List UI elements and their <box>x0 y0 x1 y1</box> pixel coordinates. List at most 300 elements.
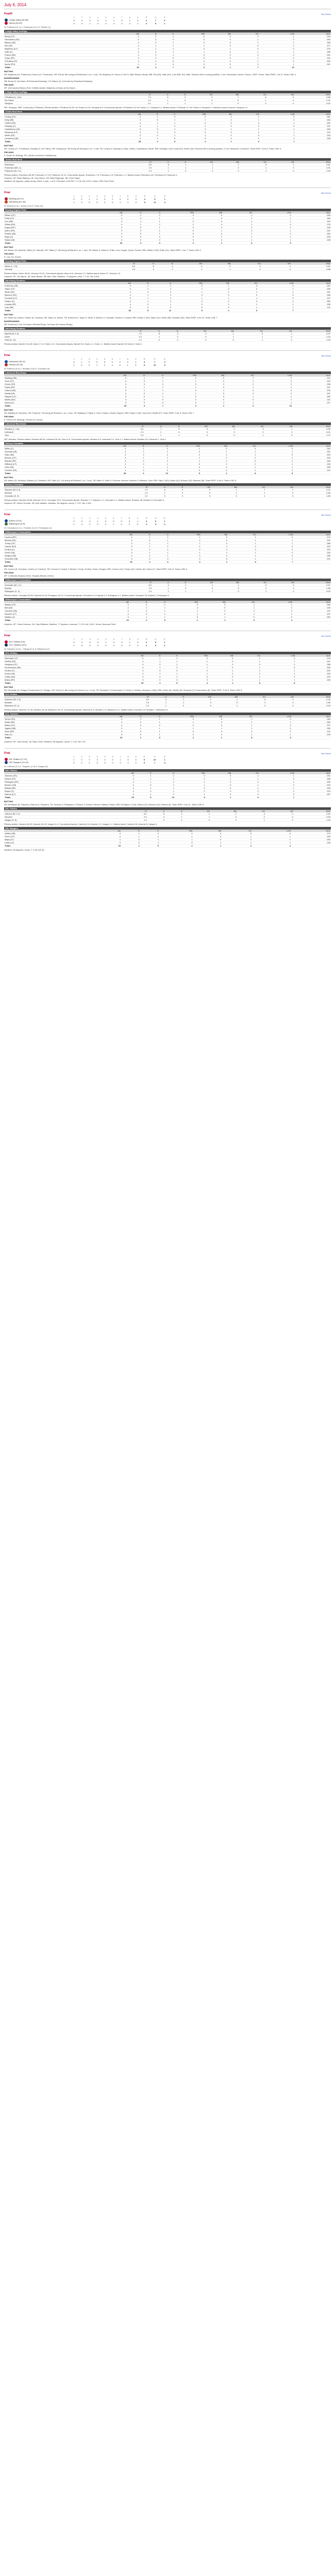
player-name[interactable]: Blanco (2B) <box>4 41 113 44</box>
stat-cell: 2 <box>223 730 253 733</box>
stat-cell: 0 <box>140 54 157 57</box>
rhe-value: 0 <box>164 522 165 526</box>
player-name[interactable]: Alastre (CF) <box>4 603 102 606</box>
player-name[interactable]: Totals <box>4 619 102 622</box>
player-name[interactable]: Mejia (LF) <box>4 838 92 841</box>
team-name[interactable]: Toledo <box>9 22 15 25</box>
player-name[interactable]: Kobernus (2B) <box>4 284 105 287</box>
game-status: Final <box>4 354 10 357</box>
inning-score: 0 <box>135 761 137 764</box>
player-name[interactable]: Diaz (C) <box>4 733 94 736</box>
player-name[interactable]: O'Sullivan (L, 5-6) <box>4 96 125 99</box>
player-name[interactable]: Solano (C) <box>4 300 105 303</box>
player-name[interactable]: Torres (SS) <box>4 718 94 721</box>
player-name[interactable]: Cabrera (W, 3-1) <box>4 812 120 816</box>
team-name[interactable]: GCL Phillies <box>9 640 20 643</box>
rhe-header: R <box>145 16 147 19</box>
player-name[interactable]: De Fratus <box>4 99 125 102</box>
box-score-link[interactable]: Box Score <box>321 752 331 755</box>
linescore-team-row <box>4 363 169 366</box>
rhe-value: 9 <box>155 522 157 526</box>
box-score-link[interactable]: Box Score <box>321 192 331 194</box>
stat-cell: 0 <box>208 434 236 437</box>
player-name[interactable]: Lennerton (2B) <box>4 137 115 140</box>
stat-cell: 7.0 <box>125 96 152 99</box>
player-name[interactable]: Quinn (SS) <box>4 229 94 232</box>
notes-label: BASERUNNING <box>4 77 20 79</box>
column-header: R <box>167 696 185 698</box>
stat-cell: 0 <box>261 268 291 271</box>
player-name[interactable]: Totals <box>4 736 94 739</box>
stat-cell: 2 <box>161 736 194 739</box>
column-header: SO <box>228 445 257 447</box>
stat-cell: 0 <box>142 338 160 342</box>
stat-cell: 1 <box>152 99 169 102</box>
stat-cell: .211 <box>292 730 331 733</box>
column-header: LOB <box>261 654 296 657</box>
rhe-value: 1 <box>164 519 165 522</box>
team-cell[interactable] <box>4 363 70 366</box>
box-score-table <box>4 330 331 342</box>
stat-cell: 1 <box>197 389 225 392</box>
player-name[interactable]: Taylor (CF) <box>4 287 105 291</box>
player-name[interactable]: Green (SS) <box>4 383 99 386</box>
table-row <box>4 472 331 475</box>
player-name[interactable]: Walters (C) <box>4 616 102 619</box>
team-cell[interactable] <box>4 522 70 526</box>
inning-header: 4 <box>97 517 98 519</box>
player-name[interactable]: Tocci (CF) <box>4 380 99 383</box>
stat-cell: 1 <box>231 787 259 790</box>
player-name[interactable]: Gillies (DH) <box>4 223 94 226</box>
stat-cell: 0 <box>231 63 259 66</box>
stat-cell: 4 <box>108 790 135 793</box>
stat-cell <box>293 472 331 475</box>
column-header: AVG <box>295 654 331 657</box>
player-name[interactable]: Stassi (1B) <box>4 239 94 242</box>
box-score-link[interactable]: Box Score <box>321 514 331 516</box>
stat-cell: 2 <box>151 536 169 539</box>
player-name[interactable]: Brody (CF) <box>4 35 113 38</box>
stat-cell: 4 <box>92 838 121 841</box>
player-name[interactable]: Morales (L, 3-8) <box>4 428 116 431</box>
player-name[interactable]: Herlihy (SS) <box>4 660 119 663</box>
team-cell[interactable] <box>4 200 70 204</box>
player-name[interactable]: Rupp (C) <box>4 235 94 239</box>
player-name[interactable]: Lino (3B) <box>4 220 94 223</box>
stat-cell: 9 <box>225 404 254 408</box>
player-name[interactable]: Mecias (SS) <box>4 539 106 542</box>
stat-cell: 4 <box>99 463 127 466</box>
box-score-link[interactable]: Box Score <box>321 635 331 637</box>
player-name[interactable]: Viza <box>4 434 116 437</box>
stat-cell: 0 <box>161 214 194 217</box>
player-name[interactable]: Jagielo (3B) <box>4 727 94 730</box>
player-name[interactable]: Cole (3B) <box>4 306 105 309</box>
section-title: Reading Fightin Phils <box>4 209 331 211</box>
stat-cell: 0 <box>211 495 238 498</box>
team-name[interactable]: Lehigh Valley <box>9 19 21 22</box>
inning-score: 0 <box>89 519 91 522</box>
column-header: IP <box>114 330 142 332</box>
column-header: H <box>151 533 169 536</box>
stat-cell: 2 <box>159 125 176 128</box>
column-header: SO <box>225 374 254 377</box>
player-name[interactable]: Gallo (3B) <box>4 453 99 456</box>
rhe-header: H <box>155 517 157 519</box>
inning-score: 0 <box>73 640 75 643</box>
player-name[interactable]: Hinojosa <box>4 102 125 105</box>
stat-cell: 0 <box>144 669 161 672</box>
player-name[interactable]: Deppen (LF) <box>4 395 99 398</box>
column-header: ER <box>183 810 210 812</box>
team-cell[interactable] <box>4 761 70 764</box>
stat-cell: 0 <box>197 383 225 386</box>
player-name[interactable]: Dugan (RF) <box>4 226 94 229</box>
player-name[interactable]: Robertson <box>4 163 125 166</box>
team-name[interactable]: Auburn <box>9 519 15 522</box>
team-name[interactable]: Lakewood <box>9 360 19 363</box>
player-name[interactable]: Guzman (1B) <box>4 450 99 453</box>
stat-cell: 0 <box>129 613 148 616</box>
inning-header: 5 <box>104 195 106 197</box>
player-name[interactable]: Brinson (CF) <box>4 456 99 460</box>
table-row <box>4 66 331 69</box>
box-score-table <box>4 93 331 105</box>
player-name[interactable]: Gonzalez (S, 9) <box>4 495 121 498</box>
team-cell[interactable] <box>4 643 70 647</box>
stat-cell: 1 <box>152 102 169 105</box>
player-name[interactable]: Solis (S, 12) <box>4 338 114 342</box>
rhe-value: 6 <box>155 519 157 522</box>
stat-cell: 4 <box>115 115 141 118</box>
stat-cell: 1 <box>194 736 223 739</box>
pitching-decisions: W: Cabrera (3-1) L: Peguero (1-3) S: Vargas (5) <box>4 765 48 768</box>
stat-cell: 4 <box>94 214 123 217</box>
stat-cell: 0 <box>253 718 292 721</box>
player-name[interactable]: Pomeranz (BS, 1) <box>4 166 125 170</box>
column-header: RBI <box>172 282 203 284</box>
player-name[interactable]: Hessman (LF) <box>4 131 115 134</box>
stat-cell: .279 <box>295 47 331 50</box>
player-name[interactable]: Hernandez (SS) <box>4 38 113 41</box>
stat-cell: 1 <box>157 50 174 54</box>
player-name[interactable]: Ramos (LF) <box>4 793 108 796</box>
player-name[interactable]: Franco (3B) <box>4 54 113 57</box>
stat-cell: 1 <box>145 395 164 398</box>
player-name[interactable]: Cordero (SS) <box>4 469 99 472</box>
stat-cell: 5 <box>142 736 161 739</box>
player-name[interactable]: Collins (DH) <box>4 122 115 125</box>
player-name[interactable]: Moreno (1B) <box>4 784 108 787</box>
stat-cell: 0 <box>213 99 239 102</box>
stat-cell: 30 <box>119 682 144 685</box>
notes-text: SB: Brody (9, 2nd base off Pomeranz/Holaday). CS: Blanco (3, 2nd base by Robertson/Holaday). <box>4 80 93 82</box>
stat-cell: 0 <box>259 60 295 63</box>
stat-cell: 0 <box>131 291 149 294</box>
player-name[interactable]: Altherr (CF) <box>4 214 94 217</box>
player-name[interactable]: Wade (2B) <box>4 721 94 724</box>
player-name[interactable]: Perez (CF) <box>4 835 92 838</box>
stat-cell: 1 <box>144 434 162 437</box>
stat-cell: 8 <box>142 332 160 335</box>
stat-cell: 1 <box>205 47 231 50</box>
player-name[interactable]: Rodriguez (RF) <box>4 781 108 784</box>
column-header: H <box>136 262 155 265</box>
box-score-table <box>4 374 331 408</box>
player-name[interactable]: Ruf (1B) <box>4 44 113 47</box>
inning-score: 0 <box>128 519 130 522</box>
stat-cell: 0 <box>201 554 228 557</box>
column-header: AB <box>102 601 129 603</box>
stat-cell: 0 <box>127 383 145 386</box>
stat-cell: 2 <box>223 226 253 229</box>
player-name[interactable]: O'Sullivan (P) <box>4 60 113 63</box>
player-name[interactable]: Gonzalez (W, 2-1) <box>4 584 125 587</box>
inning-header: 6 <box>112 755 113 758</box>
player-name[interactable]: Coffey (2B) <box>4 675 119 679</box>
box-score-link[interactable]: Box Score <box>321 354 331 357</box>
column-header: AB <box>113 32 140 35</box>
stat-cell: 0 <box>213 587 239 590</box>
stat-cell: 1.0 <box>116 434 144 437</box>
stat-cell: .258 <box>293 554 331 557</box>
box-score-link[interactable]: Box Score <box>321 13 331 15</box>
player-name[interactable]: Pointer (2B) <box>4 232 94 235</box>
player-name[interactable]: Kingery (2B) <box>4 554 106 557</box>
stat-cell: 4 <box>99 450 127 453</box>
player-name[interactable]: Espinal <box>4 587 125 590</box>
stat-cell: 0 <box>194 239 223 242</box>
player-name[interactable]: Totals <box>4 472 99 475</box>
player-name[interactable]: Hinojosa (CF) <box>4 663 119 666</box>
team-cell[interactable] <box>4 22 70 25</box>
column-header: AB <box>106 533 133 536</box>
player-name[interactable]: Worth (SS) <box>4 134 115 137</box>
stat-cell: 0 <box>197 380 225 383</box>
inning-score: X <box>135 363 137 366</box>
column-header: RBI <box>169 533 201 536</box>
player-name[interactable]: Canelo (2B) <box>4 389 99 392</box>
player-name[interactable]: Hewitt (1B) <box>4 392 99 395</box>
stat-cell: 0 <box>178 675 208 679</box>
stat-cell: 2 <box>228 463 257 466</box>
stat-cell: 7 <box>258 309 294 312</box>
player-name[interactable]: Grullon (C) <box>4 548 106 551</box>
player-name[interactable]: Davis <box>4 335 114 338</box>
pitching-decisions: W: Sanchez (1-0) L: Ortega (0-1) S: Blackmon (2) <box>4 648 49 650</box>
stat-cell: 1.50 <box>294 701 331 704</box>
stat-cell: 1 <box>201 545 228 548</box>
inning-score: 0 <box>81 363 82 366</box>
inning-score: 0 <box>73 360 75 363</box>
stat-cell: 6 <box>231 796 259 799</box>
player-name[interactable]: Asher (L, 2-5) <box>4 265 106 268</box>
stat-cell: 2 <box>258 300 294 303</box>
stat-cell: 0 <box>230 300 258 303</box>
stat-cell: 8 <box>228 472 257 475</box>
player-name[interactable]: Totals <box>4 844 92 848</box>
player-name[interactable]: Kelly (3B) <box>4 118 115 122</box>
player-name[interactable]: Reyes (C) <box>4 790 108 793</box>
player-name[interactable]: Totals <box>4 561 106 564</box>
player-name[interactable]: Ramirez (W, 6-4) <box>4 488 121 492</box>
player-name[interactable]: Williams (LF) <box>4 463 99 466</box>
player-name[interactable]: Tromp (CF) <box>4 542 106 545</box>
linescore-table <box>4 358 169 366</box>
notes-text: 2B: Mayberry (14, Putkonen); Franco (12, Pomeranz). HR: Ruf (8, 6th inning off Robertson 0 on, 2 out). TB: Mayberry 3; Franco 2; Ruf 4; Valle; Blanco; Brody. RBI: Ruf (28); Valle (19). 2-out RBI: Ruf; Valle. Runners left in scoring position, 2 out: Hernandez; Asche; Franco. GIDP: Cesar. Team RISP: 1-for-8. Team LOB: 6. <box>4 73 296 76</box>
player-name[interactable]: Pullin (LF) <box>4 217 94 220</box>
player-name[interactable]: Totals <box>4 140 115 143</box>
player-name[interactable]: Holaday (C) <box>4 125 115 128</box>
stat-cell: 2 <box>252 838 291 841</box>
stat-cell: 1.0 <box>125 590 152 593</box>
stat-cell: 0 <box>232 122 260 125</box>
stat-cell: 0 <box>267 584 294 587</box>
column-header: HR <box>265 486 294 488</box>
player-name[interactable]: Goodwin (LF) <box>4 297 105 300</box>
stat-cell: 1 <box>203 284 230 287</box>
player-name[interactable]: Sanchez (W, 1-0) <box>4 698 122 701</box>
stat-cell: 1 <box>147 603 166 606</box>
player-name[interactable]: Castellanos (1B) <box>4 128 115 131</box>
team-name[interactable]: Harrisburg <box>9 200 19 204</box>
team-name[interactable]: Williamsport <box>9 522 20 526</box>
player-name[interactable]: Grullon (C) <box>4 669 119 672</box>
stat-cell: 0 <box>133 554 151 557</box>
player-name[interactable]: Green (1B) <box>4 551 106 554</box>
stat-cell <box>292 404 331 408</box>
stat-cell <box>293 619 331 622</box>
player-name[interactable]: Blackmon (S, 2) <box>4 704 122 707</box>
stat-cell: 1 <box>152 587 170 590</box>
player-name[interactable]: Asche (PH) <box>4 63 113 66</box>
player-name[interactable]: Cozens (RF) <box>4 536 106 539</box>
player-name[interactable]: Almonte <box>4 816 120 819</box>
player-name[interactable]: Ascanio (LF) <box>4 613 102 616</box>
team-logo-icon <box>5 363 8 366</box>
player-name[interactable]: Randolph (LF) <box>4 657 119 660</box>
column-header: AVG <box>291 829 331 832</box>
team-name[interactable]: DSL Phillies <box>9 758 20 761</box>
player-name[interactable]: Mateo (CF) <box>4 724 94 727</box>
player-name[interactable]: Jimenez (SS) <box>4 774 108 777</box>
player-name[interactable]: Totals <box>4 242 94 245</box>
player-name[interactable]: Bell (2B) <box>4 606 102 609</box>
player-name[interactable]: Alfaro (C) <box>4 447 99 450</box>
player-name[interactable]: Totals <box>4 404 99 408</box>
player-name[interactable]: Valdez (2B) <box>4 832 92 835</box>
player-name[interactable]: Martin (DH) <box>4 398 99 401</box>
stat-cell: 0 <box>133 539 151 542</box>
stat-cell: 1 <box>166 613 198 616</box>
player-name[interactable]: Crosby (CF) <box>4 115 115 118</box>
stat-cell: 1 <box>149 297 172 300</box>
stat-cell: 33 <box>94 242 123 245</box>
player-name[interactable]: Morales <box>4 701 122 704</box>
rhe-value: 2 <box>145 19 147 22</box>
player-name[interactable]: Marrero (SS) <box>4 294 105 297</box>
player-name[interactable]: Aune (RF) <box>4 730 94 733</box>
stat-cell: 1 <box>255 603 293 606</box>
rhe-value: 4 <box>146 522 147 526</box>
inning-score: 0 <box>81 519 83 522</box>
player-name[interactable]: Totals <box>4 309 105 312</box>
player-name[interactable]: Skole (1B) <box>4 291 105 294</box>
player-name[interactable]: Lozada (RF) <box>4 303 105 306</box>
player-name[interactable]: Mayberry (LF) <box>4 47 113 50</box>
player-name[interactable]: Leibrandt <box>4 431 116 434</box>
player-name[interactable]: Matos (RF) <box>4 679 119 682</box>
player-name[interactable]: Green (1B) <box>4 672 119 675</box>
player-name[interactable]: Mendez <box>4 492 121 495</box>
rhe-header: R <box>145 638 147 640</box>
player-name[interactable]: Totals <box>4 682 119 685</box>
team-name[interactable]: Reading <box>9 197 16 200</box>
stat-cell: 1 <box>152 170 170 173</box>
notes-text: Umpires: HP: Ryan Blakney. 1B: John Bacon. 2B: Mark Ripperger. 3B: Chris Segal. <box>4 177 80 179</box>
stat-cell: 1 <box>159 122 176 125</box>
player-name[interactable]: Johnson <box>4 268 106 271</box>
notes-label: BASERUNNING <box>4 320 20 323</box>
stat-cell: 0 <box>129 603 148 606</box>
player-name[interactable]: Encarnacion (3B) <box>4 666 119 669</box>
player-name[interactable]: Canelo (DH) <box>4 545 106 548</box>
stat-cell: 1 <box>159 134 176 137</box>
player-name[interactable]: Castro (C) <box>4 841 92 844</box>
player-name[interactable]: Batista (3B) <box>4 787 108 790</box>
stat-cell: 4 <box>113 50 140 54</box>
stat-cell: 0 <box>198 613 226 616</box>
player-name[interactable]: Rodriguez (S, 4) <box>4 590 125 593</box>
player-name[interactable]: Totals <box>4 66 113 69</box>
stat-cell: 0 <box>160 335 178 338</box>
inning-header: 4 <box>96 358 98 360</box>
inning-score: 1 <box>73 522 75 526</box>
notes-label: BATTING <box>4 246 13 248</box>
stat-cell: 0 <box>164 377 197 380</box>
player-name[interactable]: Garcia (C) <box>4 401 99 404</box>
player-name[interactable]: Cardona (1B) <box>4 609 102 613</box>
player-name[interactable]: Santos (CF) <box>4 777 108 781</box>
player-name[interactable]: Valle (C) <box>4 50 113 54</box>
team-name[interactable]: DSL Rangers <box>9 761 21 764</box>
player-name[interactable]: Vargas (S, 5) <box>4 819 120 822</box>
inning-header: 5 <box>104 755 106 758</box>
team-name[interactable]: Hickory <box>9 363 16 366</box>
player-name[interactable]: Barrett (W, 4-3) <box>4 332 114 335</box>
stat-cell: 1 <box>167 698 185 701</box>
section-title: Reading Fightin Phils <box>4 260 331 262</box>
stat-cell: 0 <box>145 398 164 401</box>
stat-cell: 0 <box>194 223 223 226</box>
stat-cell: 0 <box>161 239 194 242</box>
section-title: Hickory Crawdads <box>4 442 331 445</box>
player-name[interactable]: Pujols (RF) <box>4 386 99 389</box>
player-name[interactable]: Cesar (RF) <box>4 57 113 60</box>
player-name[interactable]: Walding (3B) <box>4 377 99 380</box>
stat-cell: .250 <box>293 603 331 606</box>
stat-cell: 0 <box>135 784 152 787</box>
team-name[interactable]: GCL Yankees <box>9 643 22 647</box>
player-name[interactable]: Gonzalez (3B) <box>4 557 106 561</box>
stat-cell: 1 <box>240 166 267 170</box>
player-name[interactable]: Mazara (RF) <box>4 460 99 463</box>
column-header: AVG <box>292 374 331 377</box>
player-name[interactable]: Totals <box>4 796 108 799</box>
player-name[interactable]: Putkonen (W, 2-1) <box>4 170 125 173</box>
player-name[interactable]: Odor (2B) <box>4 466 99 469</box>
